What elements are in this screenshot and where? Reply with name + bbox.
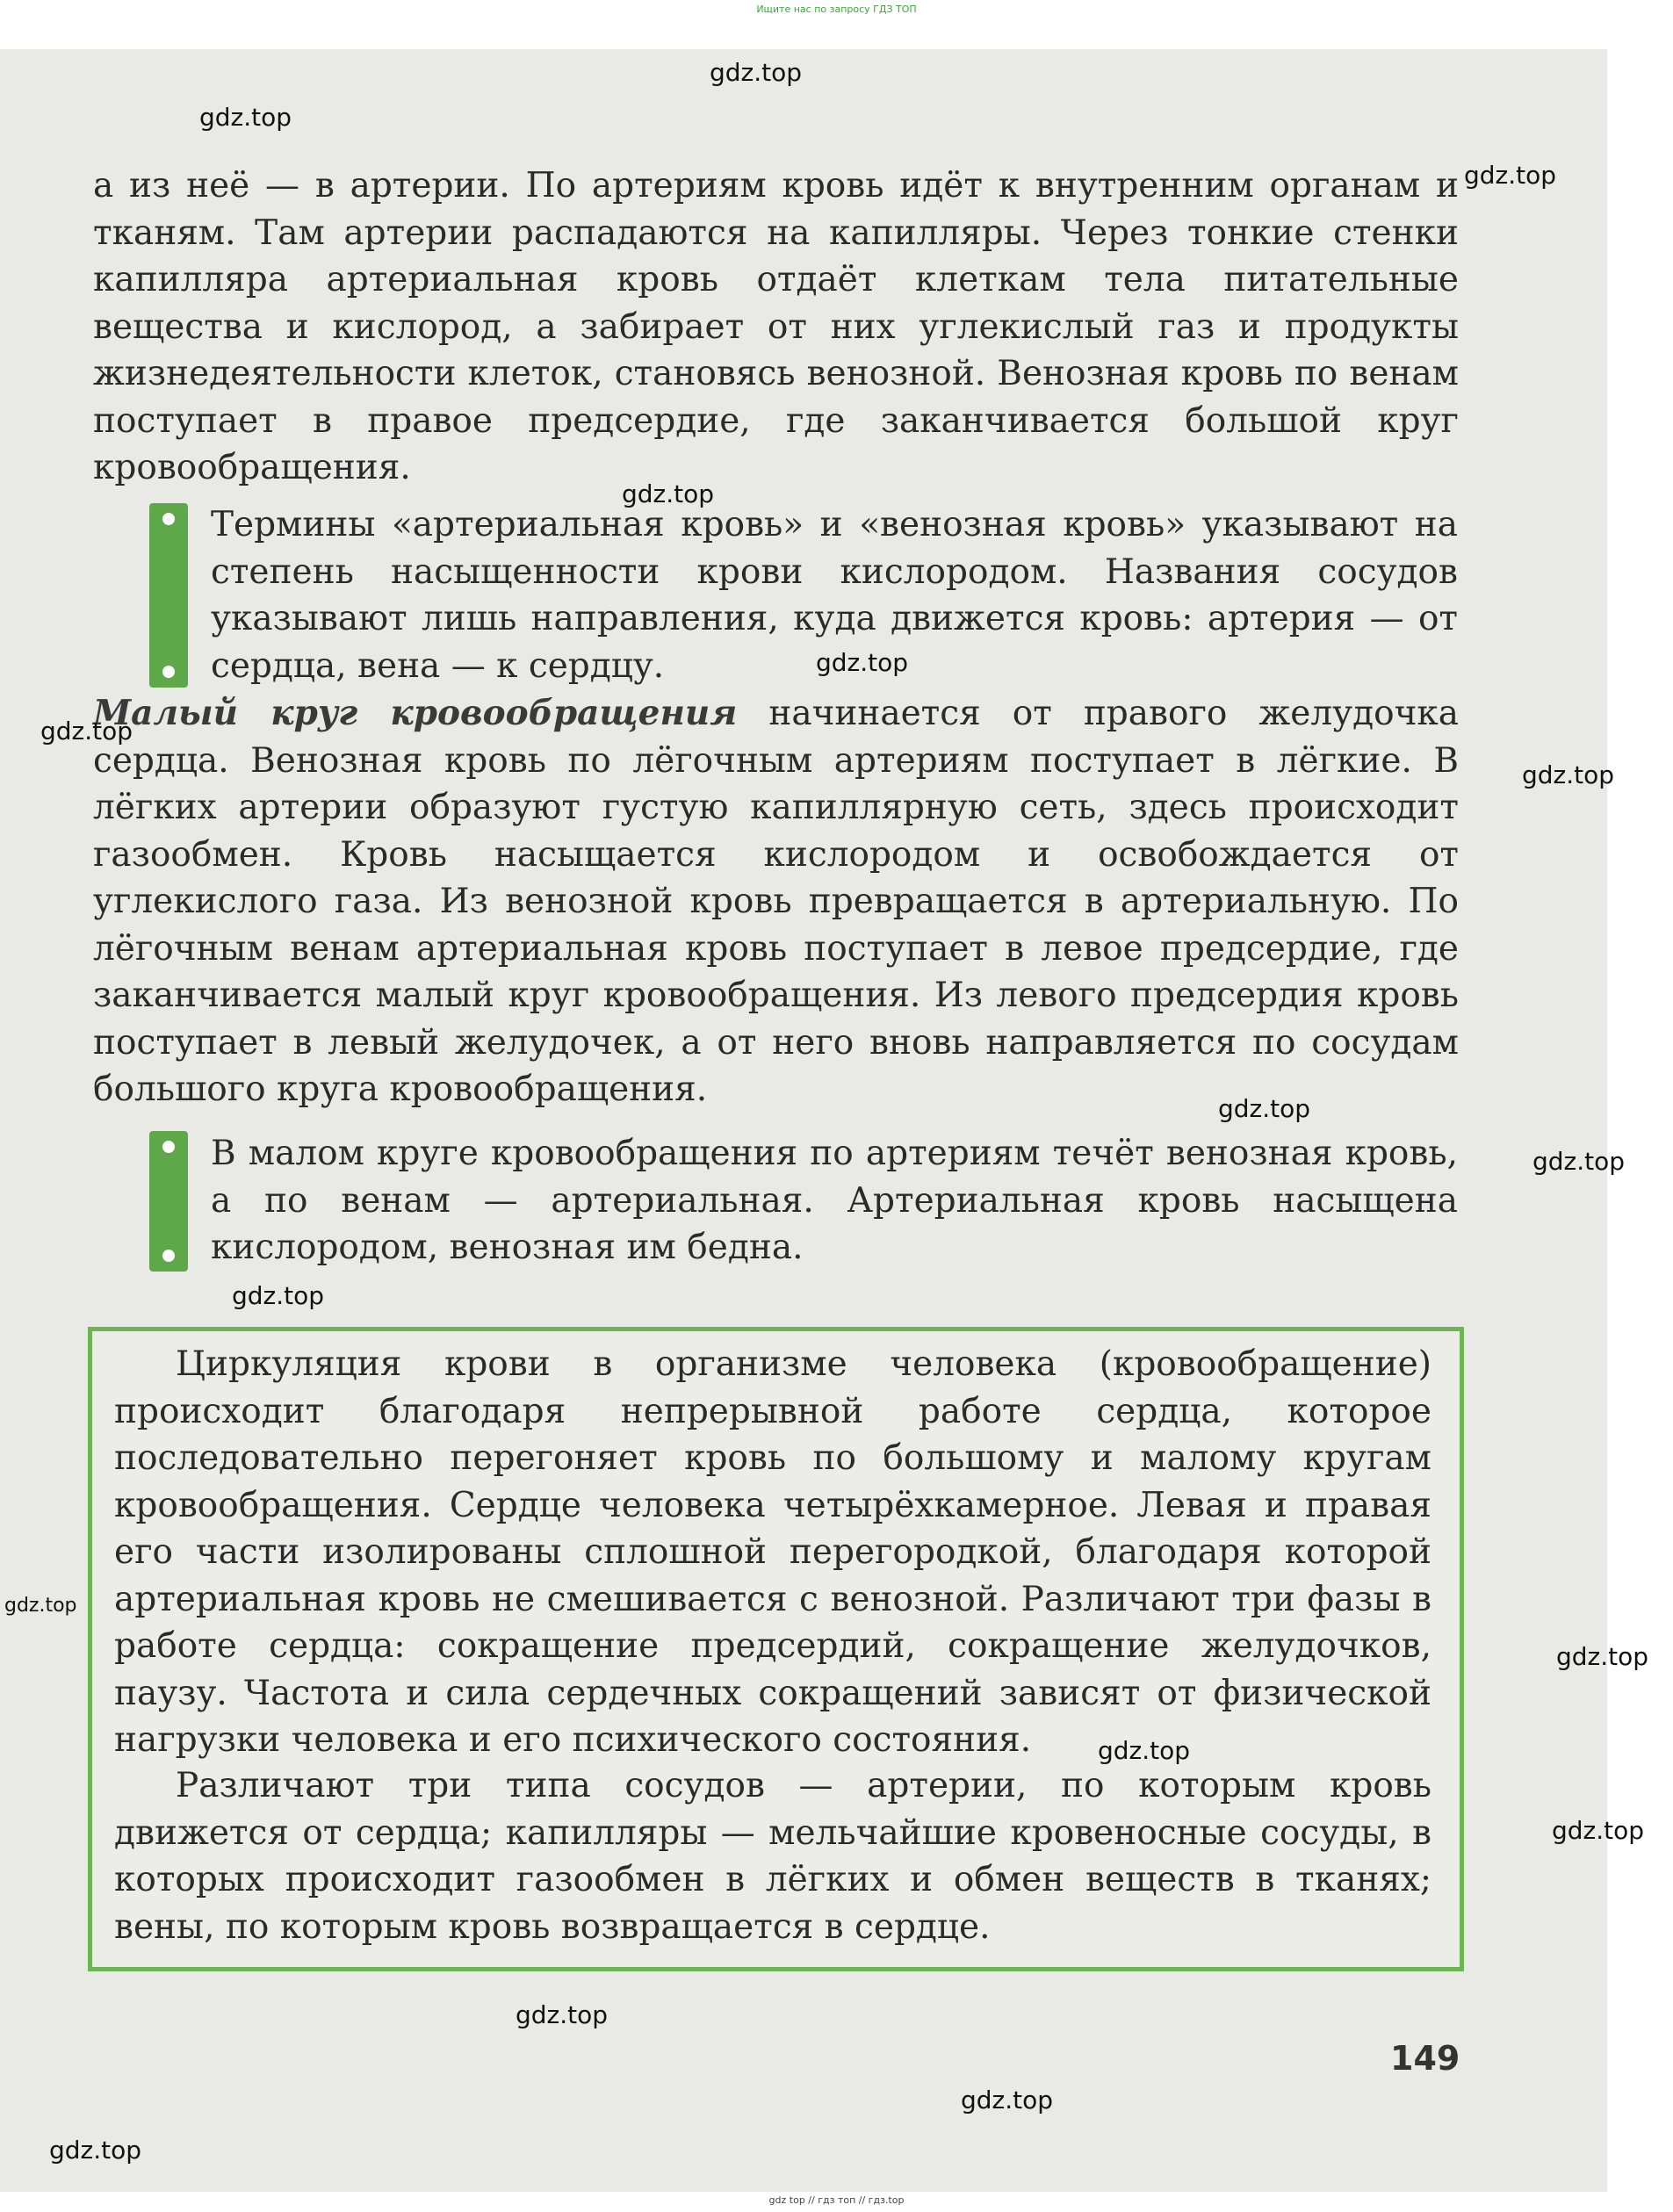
watermark: gdz.top: [232, 1281, 325, 1310]
watermark: gdz.top: [710, 58, 803, 87]
watermark: gdz.top: [1522, 760, 1615, 789]
note-2: В малом круге кровообращения по артериям течёт венозная кровь, а по венам — артериальная. Артериальная кровь насыщена кислородом, венозная им бедна.: [211, 1134, 1458, 1267]
paragraph-2: [93, 690, 1459, 1113]
top-banner[interactable]: Ищите нас по запросу ГДЗ ТОП: [756, 4, 917, 15]
watermark: gdz.top: [4, 1595, 77, 1617]
page-number: 149: [1390, 2039, 1460, 2078]
marker-knob-icon: [160, 663, 177, 681]
paragraph-2-text: начинается от правого желудочка сердца. Венозная кровь по лёгочным артериям поступает в лёгкие. В лёгких артерии образуют густую капиллярную сеть, здесь происходит газообмен. Кровь насыщается кислородом и освобождается от углекислого газа. Из венозной кровь превращается в артериальную. По лёгочным венам артериальная кровь поступает в левое предсердие, где заканчивается малый круг кровообращения. Из левого предсердия кровь поступает в левый желудочек, а от него вновь направляется по сосудам большого круга кровообращения.: [93, 694, 1459, 1109]
watermark: gdz.top: [1532, 1147, 1626, 1176]
bottom-banner[interactable]: gdz top // гдз топ // гдз.top: [768, 2194, 905, 2206]
note-1: Термины «артериальная кровь» и «венозная кровь» указывают на степень насыщенности крови кислородом. Названия сосудов указывают лишь направления, куда движется кровь: артерия — от сердца, вена — к сердцу.: [211, 505, 1458, 686]
watermark: gdz.top: [1464, 161, 1557, 190]
watermark: gdz.top: [40, 717, 133, 746]
watermark: gdz.top: [1552, 1816, 1645, 1845]
note-marker: [149, 1131, 188, 1272]
watermark: gdz.top: [516, 2000, 609, 2029]
watermark: gdz.top: [1098, 1736, 1191, 1765]
page-edge: [1607, 49, 1673, 2192]
watermark: gdz.top: [1556, 1642, 1649, 1671]
summary-paragraph-2: Различают три типа сосудов — артерии, по которым кровь движется от сердца; капилляры — мельчайшие кровеносные сосуды, в которых происходит газообмен в лёгких и обмен веществ в тканях; вены, по которым кровь возвращается в сердце.: [114, 1766, 1431, 1947]
watermark: gdz.top: [49, 2136, 142, 2165]
marker-knob-icon: [160, 1247, 177, 1265]
watermark: gdz.top: [622, 479, 715, 508]
watermark: gdz.top: [816, 648, 909, 677]
marker-knob-icon: [160, 1138, 177, 1156]
watermark: gdz.top: [1218, 1094, 1311, 1123]
watermark: gdz.top: [961, 2086, 1054, 2115]
watermark: gdz.top: [199, 103, 292, 132]
paragraph-1: а из неё — в артерии. По артериям кровь идёт к внутренним органам и тканям. Там артерии распадаются на капилляры. Через тонкие стенки капилляра артериальная кровь отдаёт клеткам тела питательные вещества и кислород, а забирает от них углекислый газ и продукты жизнедеятельности клеток, становясь венозной. Венозная кровь по венам поступает в правое предсердие, где заканчивается большой круг кровообращения.: [93, 166, 1459, 487]
note-marker: [149, 503, 188, 688]
section-heading: Малый круг кровообращения: [93, 693, 738, 733]
summary-paragraph-1: Циркуляция крови в организме человека (кровообращение) происходит благодаря непрерывной работе сердца, которое последовательно перегоняет кровь по большому и малому кругам кровообращения. Сердце человека четырёхкамерное. Левая и правая его части изолированы сплошной перегородкой, благодаря которой артериальная кровь не смешивается с венозной. Различают три фазы в работе сердца: сокращение предсердий, сокращение желудочков, паузу. Частота и сила сердечных сокращений зависят от физической нагрузки человека и его психического состояния.: [114, 1344, 1431, 1760]
marker-knob-icon: [160, 510, 177, 528]
